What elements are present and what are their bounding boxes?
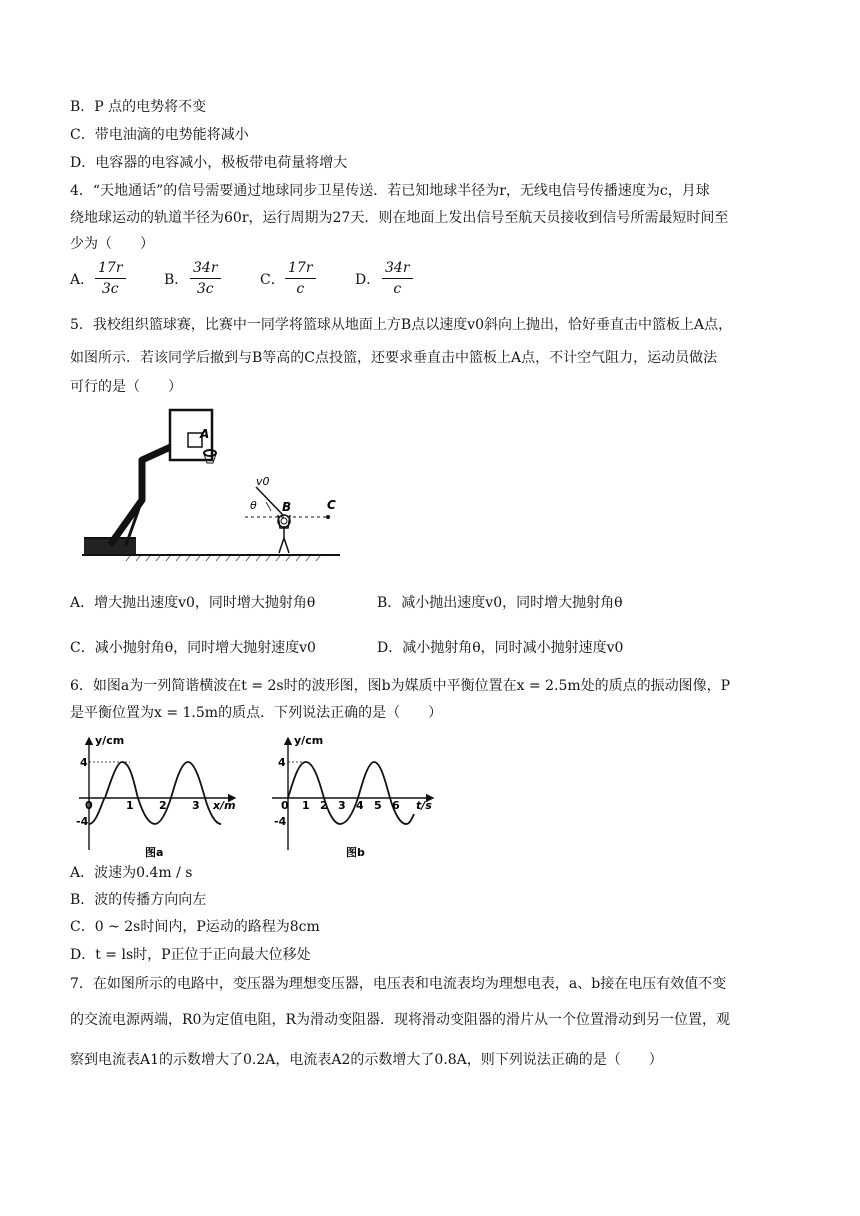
graph-a-ymax: 4 — [80, 756, 88, 769]
q4-option-b-denominator: 3c — [196, 281, 214, 297]
q7-stem-line3: 察到电流表A1的示数增大了0.2A，电流表A2的示数增大了0.8A，则下列说法正确的是（ ） — [70, 1052, 663, 1068]
q4-stem-line3: 少为（ ） — [70, 236, 154, 252]
q7-stem-line2: 的交流电源两端，R0为定值电阻，R为滑动变阻器．现将滑动变阻器的滑片从一个位置滑动到另一位置，观 — [70, 1012, 730, 1028]
graph-b-tick-1: 1 — [302, 799, 310, 812]
point-a-label: A — [200, 427, 210, 441]
wave-graph-a — [75, 728, 245, 858]
graph-a-xlabel: x/m — [213, 799, 236, 812]
q5-stem-line2: 如图所示．若该同学后撤到与B等高的C点投篮，还要求垂直击中篮板上A点，不计空气阻力，运动员做法 — [70, 350, 718, 366]
graph-a-tick-3: 3 — [192, 799, 200, 812]
q4-stem-line1: 4．“天地通话”的信号需要通过地球同步卫星传送．若已知地球半径为r，无线电信号传播速度为c，月球 — [70, 183, 710, 199]
point-b-label: B — [282, 500, 292, 514]
graph-b-ymax: 4 — [278, 756, 286, 769]
q6-option-a: A．波速为0.4m / s — [70, 865, 193, 881]
q6-stem-line1: 6．如图a为一列简谐横波在t = 2s时的波形图，图b为媒质中平衡位置在x = 2.5m处的质点的振动图像，P — [70, 678, 731, 694]
q4-option-c-numerator: 17r — [285, 258, 316, 279]
exam-page: B．P 点的电势将不变 C．带电油滴的电势能将减小 D．电容器的电容减小，极板带电荷量将增大 4．“天地通话”的信号需要通过地球同步卫星传送．若已知地球半径为r，无线电信号传播速度为c，月球 绕地球运动的轨道半径为60r，运行周期为27天．则在地面上发出信号至航天员接收到信号所需最短时间至 少为（ ） A． $\frac{17r}{3c}$ B． $\frac{34r}{3c}$ C． $\frac{17r}{c}$ D． $\frac{34r}{c}$ 5．我校组织篮球赛，比赛中一同学将篮球从地面上方B点以速度v0斜向上抛出，恰好垂直击中篮板上A点， 如图所示．若该同学后撤到与B等高的C点投篮，还要求垂直击中篮板上A点，不计空气阻力，运动员做法 可行的是（ ） A v0 θ B C A．增大抛出速度v0，同时增大抛射角θ B．减小抛出速度v0，同时增大抛射角θ C．减小抛射角θ，同时增大抛射速度v0 D．减小抛射角θ，同时减小抛射速度v0 6．如图a为一列简谐横波在t = 2s时的波形图，图b为媒质中平衡位置在x = 2.5m处的质点的振动图像，P 是平衡位置为x = 1.5m的质点．下列说法正确的是（ ） y/cm x/m 4 -4 0 1 2 3 图a y/cm t/s 4 -4 0 1 2 3 4 5 6 图b A．波速为0.4m / s B．波的传播方向向左 C．0 ~ 2s时间内，P运动的路程为8cm D．t = ls时，P正位于正向最大位移处 7．在如图所示的电路中，变压器为理想变压器，电压表和电流表均为理想电表，a、b接在电压有效值不变 的交流电源两端，R0为定值电阻，R为滑动变阻器．现将滑动变阻器的滑片从一个位置滑动到另一位置，观 察到电流表A1的示数增大了0.2A，电流表A2的示数增大了0.8A，则下列说法正确的是（ ） — [70, 99, 733, 1068]
q4-option-a-numerator: 17r — [95, 258, 126, 279]
q3-option-b: B．P 点的电势将不变 — [70, 99, 207, 115]
q5-option-a: A．增大抛出速度v0，同时增大抛射角θ — [70, 595, 316, 611]
q6-option-c: C．0 ~ 2s时间内，P运动的路程为8cm — [70, 919, 320, 935]
graph-a-origin: 0 — [85, 799, 93, 812]
q6-stem-line2: 是平衡位置为x = 1.5m的质点．下列说法正确的是（ ） — [70, 705, 443, 721]
graph-b-origin: 0 — [281, 799, 289, 812]
q4-option-d-numerator: 34r — [382, 258, 413, 279]
q3-option-c: C．带电油滴的电势能将减小 — [70, 127, 249, 143]
velocity-vector — [256, 487, 283, 515]
q5-option-b: B．减小抛出速度v0，同时增大抛射角θ — [377, 595, 623, 611]
q4-stem-line2: 绕地球运动的轨道半径为60r，运行周期为27天．则在地面上发出信号至航天员接收到信号所需最短时间至 — [70, 210, 729, 226]
q4-option-b-numerator: 34r — [190, 258, 221, 279]
graph-b-xlabel: t/s — [416, 799, 432, 812]
graph-b-tick-4: 4 — [356, 799, 364, 812]
graph-a-tick-1: 1 — [126, 799, 134, 812]
q6-option-b: B．波的传播方向向左 — [70, 892, 207, 908]
q7-stem-line1: 7．在如图所示的电路中，变压器为理想变压器，电压表和电流表均为理想电表，a、b接在电压有效值不变 — [70, 976, 727, 992]
q5-option-d: D．减小抛射角θ，同时减小抛射速度v0 — [377, 640, 624, 656]
q3-option-d: D．电容器的电容减小，极板带电荷量将增大 — [70, 155, 348, 171]
hoop-pole — [110, 445, 175, 545]
theta-label: θ — [250, 499, 257, 512]
graph-b-curve — [288, 762, 414, 824]
q5-stem-line3: 可行的是（ ） — [70, 379, 182, 395]
q4-option-c-denominator: c — [296, 281, 305, 297]
graph-b-ymin: -4 — [274, 815, 287, 828]
graph-b-tick-5: 5 — [374, 799, 382, 812]
v0-label: v0 — [256, 475, 270, 488]
q5-option-c: C．减小抛射角θ，同时增大抛射速度v0 — [70, 640, 316, 656]
point-c-label: C — [327, 498, 336, 512]
player-figure — [278, 515, 290, 553]
graph-a-ylabel: y/cm — [95, 734, 125, 747]
graph-b-tick-3: 3 — [338, 799, 346, 812]
graph-a-caption: 图a — [145, 846, 164, 858]
graph-b-tick-2: 2 — [320, 799, 328, 812]
graph-b-ylabel: y/cm — [294, 734, 324, 747]
q6-option-d: D．t = ls时，P正位于正向最大位移处 — [70, 947, 311, 963]
graph-a-tick-2: 2 — [159, 799, 167, 812]
graph-b-tick-6: 6 — [392, 799, 400, 812]
q4-option-d-denominator: c — [393, 281, 402, 297]
q4-option-a-denominator: 3c — [101, 281, 119, 297]
graph-a-ymin: -4 — [76, 815, 89, 828]
vibration-graph-b — [268, 728, 448, 858]
basketball-figure — [70, 405, 370, 570]
graph-a-curve — [89, 762, 221, 824]
graph-b-caption: 图b — [346, 846, 365, 858]
point-c-dot — [326, 515, 330, 519]
q5-stem-line1: 5．我校组织篮球赛，比赛中一同学将篮球从地面上方B点以速度v0斜向上抛出，恰好垂直击中篮板上A点， — [70, 317, 733, 333]
